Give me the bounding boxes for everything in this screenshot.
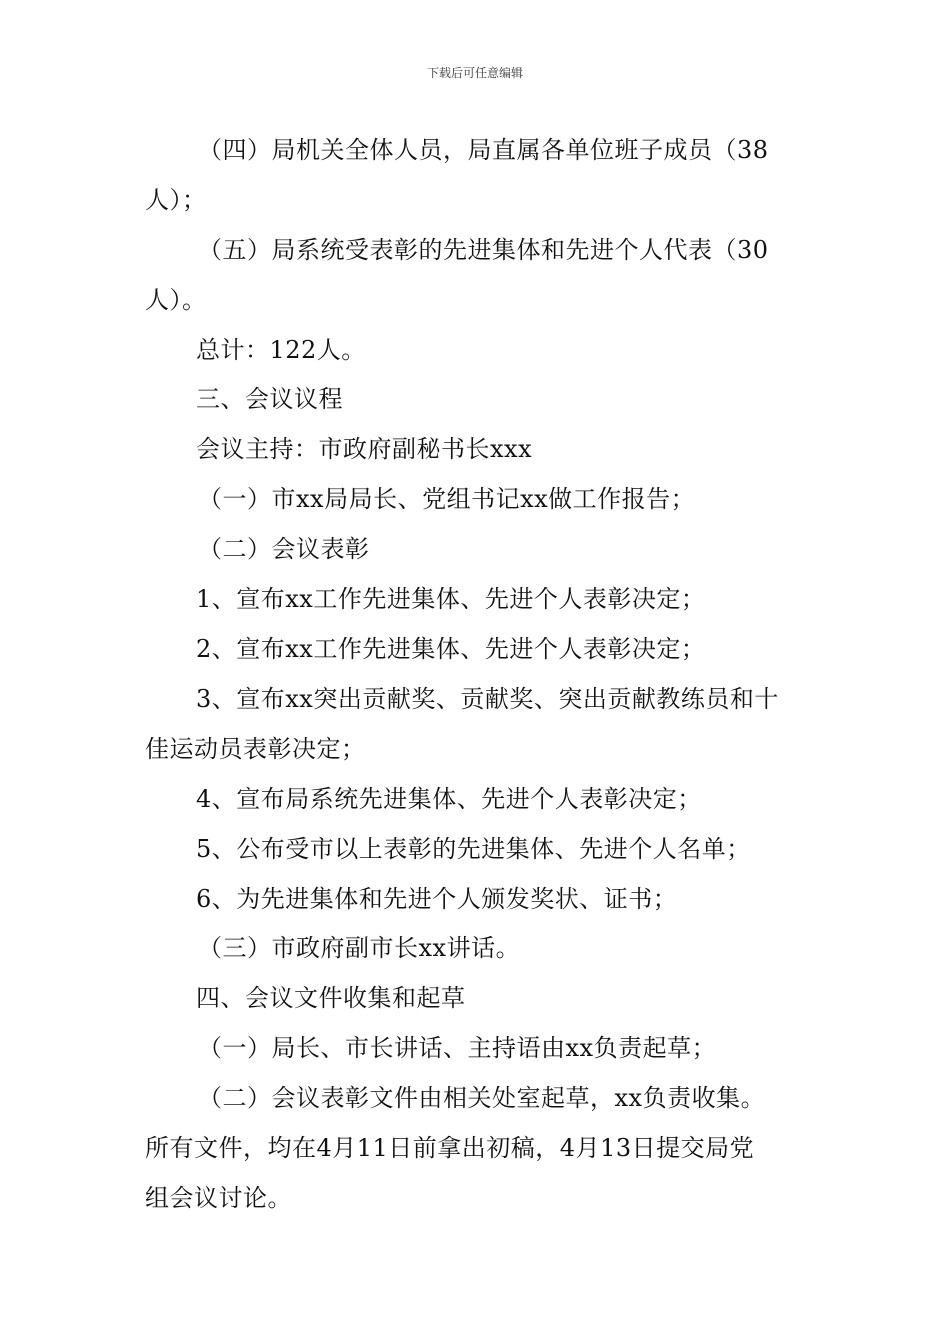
paragraph-line: 佳运动员表彰决定；	[145, 735, 366, 763]
list-item: 6、为先进集体和先进个人颁发奖状、证书；	[196, 885, 678, 913]
list-item: 2、宣布xx工作先进集体、先进个人表彰决定；	[196, 635, 706, 663]
list-item: 3、宣布xx突出贡献奖、贡献奖、突出贡献教练员和十	[196, 685, 779, 713]
paragraph-line: （二）会议表彰	[198, 535, 370, 563]
paragraph-line: （三）市政府副市长xx讲话。	[198, 934, 521, 962]
section-heading: 四、会议文件收集和起草	[196, 984, 466, 1012]
list-item: 4、宣布局系统先进集体、先进个人表彰决定；	[196, 785, 702, 813]
list-item: 5、公布受市以上表彰的先进集体、先进个人名单；	[196, 835, 751, 863]
paragraph-line: （一）市xx局局长、党组书记xx做工作报告；	[198, 485, 696, 513]
paragraph-line: （五）局系统受表彰的先进集体和先进个人代表（30	[198, 236, 769, 264]
paragraph-line: 所有文件，均在4月11日前拿出初稿，4月13日提交局党	[145, 1134, 755, 1162]
paragraph-line: 总计：122人。	[196, 336, 366, 364]
paragraph-line: （二）会议表彰文件由相关处室起草，xx负责收集。	[198, 1084, 766, 1112]
paragraph-line: 人）。	[145, 286, 207, 314]
section-heading: 三、会议议程	[196, 385, 343, 413]
paragraph-line: （一）局长、市长讲话、主持语由xx负责起草；	[198, 1034, 717, 1062]
list-item: 1、宣布xx工作先进集体、先进个人表彰决定；	[196, 585, 706, 613]
paragraph-line: 会议主持：市政府副秘书长xxx	[196, 435, 533, 463]
paragraph-line: 组会议讨论。	[145, 1184, 292, 1212]
page-header: 下载后可任意编辑	[426, 66, 523, 80]
paragraph-line: （四）局机关全体人员，局直属各单位班子成员（38	[198, 136, 769, 164]
paragraph-line: 人）；	[145, 186, 207, 214]
